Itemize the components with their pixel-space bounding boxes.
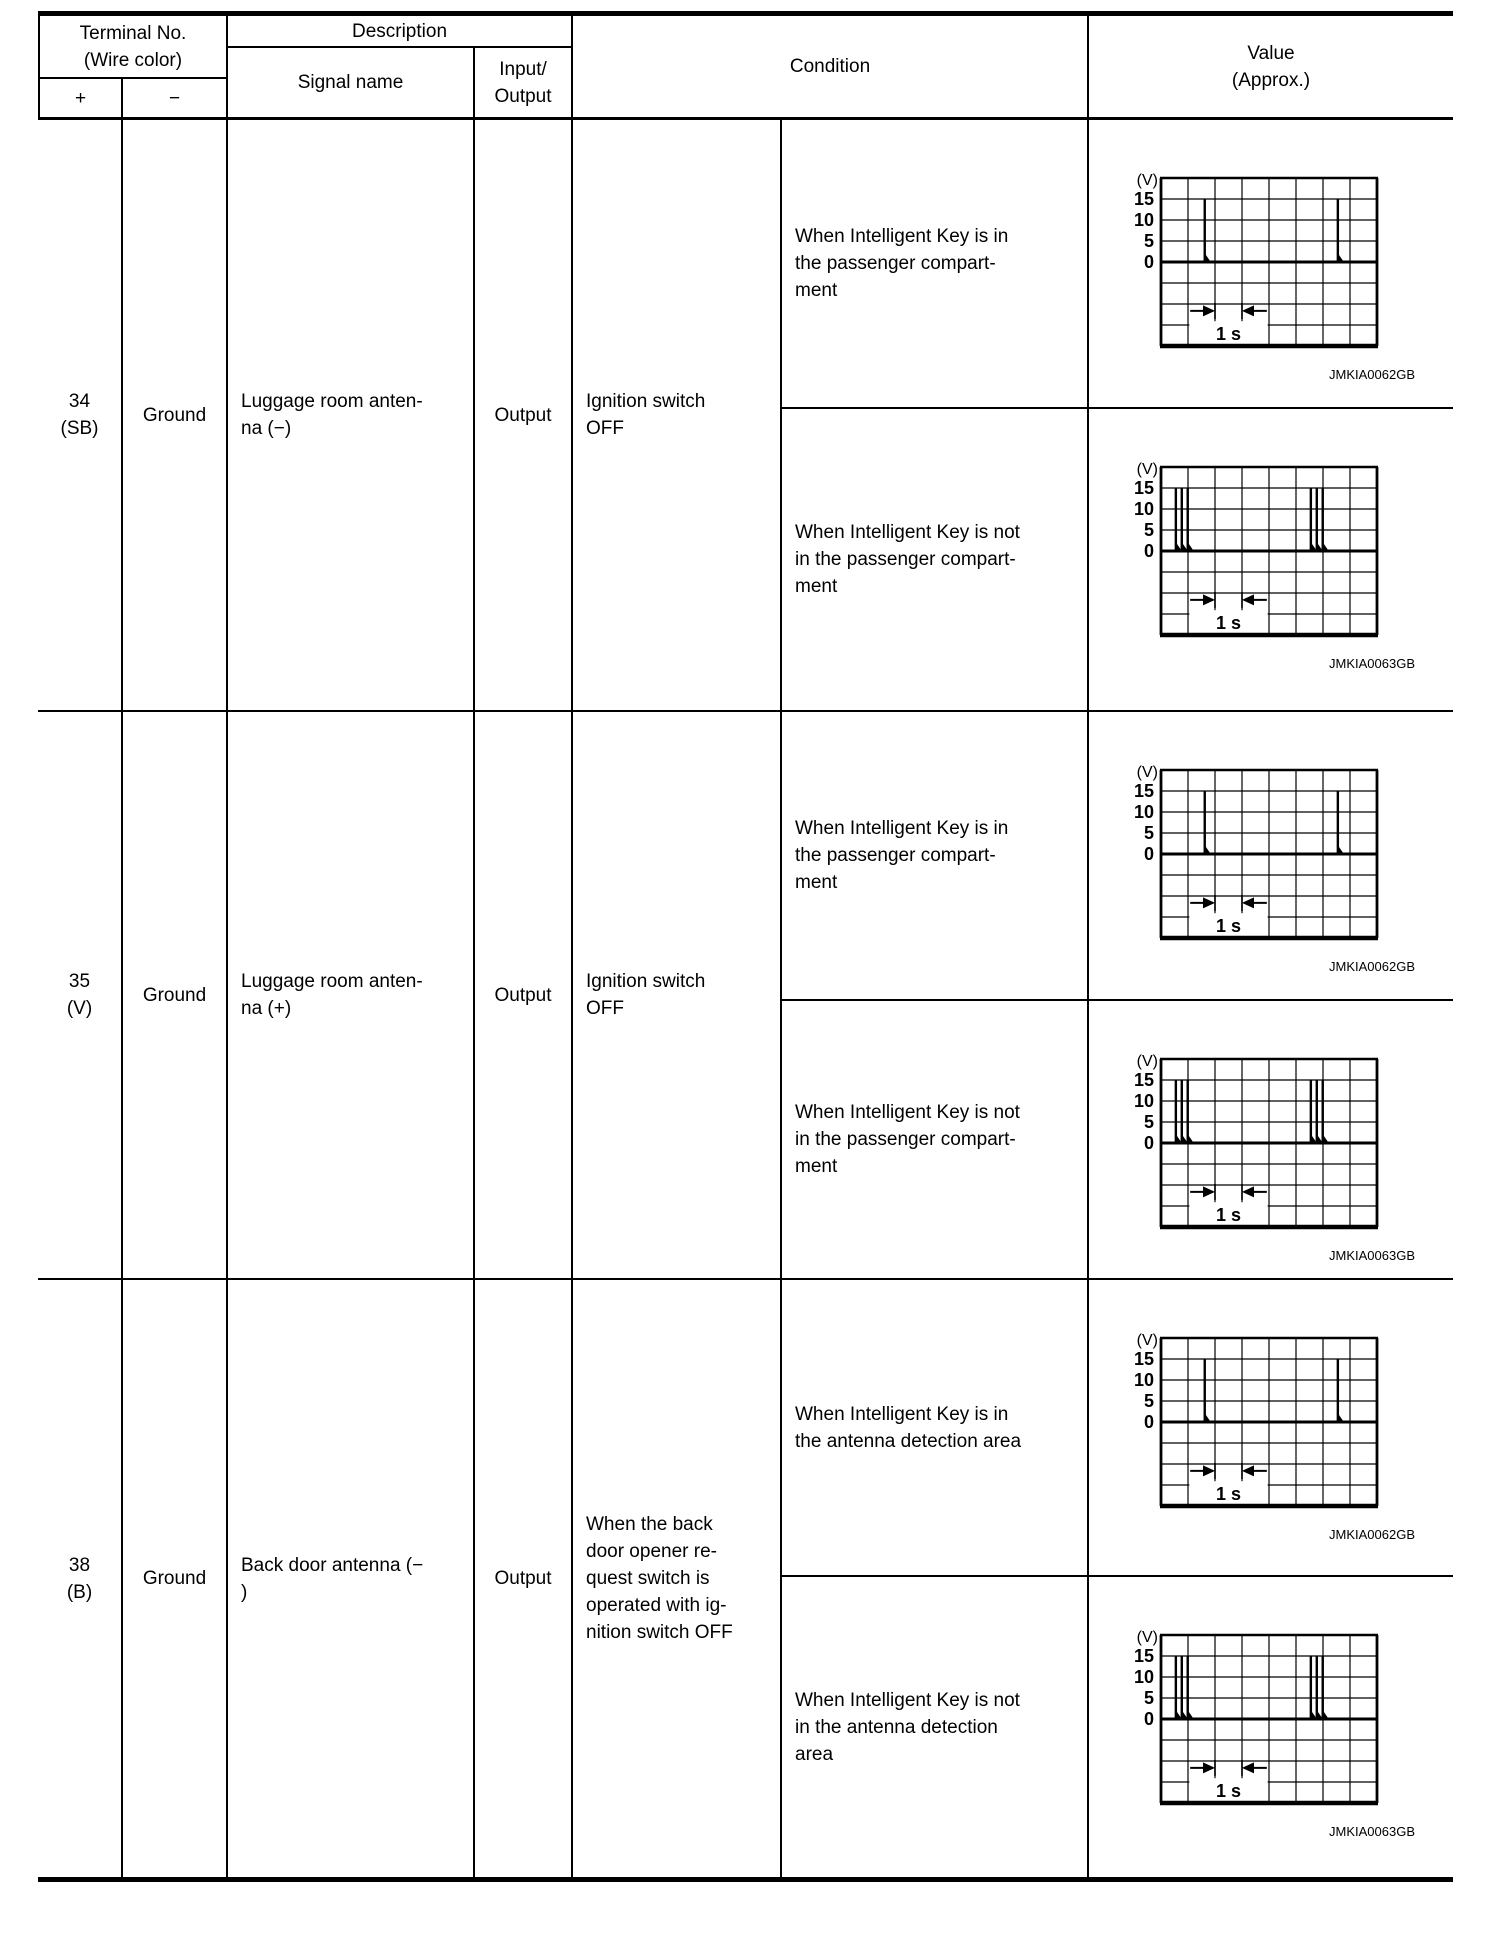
text-line: Ignition switch bbox=[586, 391, 706, 412]
svg-text:1 s: 1 s bbox=[1215, 1781, 1242, 1802]
wire-color: (V) bbox=[66, 998, 93, 1019]
svg-text:0: 0 bbox=[1143, 541, 1154, 561]
ground-cell: Ground bbox=[123, 1280, 228, 1877]
svg-text:0: 0 bbox=[1143, 1709, 1154, 1729]
text-line: When Intelligent Key is not bbox=[795, 1689, 1020, 1711]
header-value bbox=[1089, 16, 1453, 120]
svg-text:5: 5 bbox=[1143, 1112, 1154, 1132]
text-line: operated with ig- bbox=[586, 1595, 727, 1616]
wire-color: (B) bbox=[66, 1581, 93, 1603]
condition-cell bbox=[573, 712, 782, 1280]
svg-text:10: 10 bbox=[1133, 1667, 1154, 1687]
svg-text:15: 15 bbox=[1133, 1646, 1154, 1666]
oscilloscope-waveform bbox=[1115, 762, 1453, 952]
svg-text:10: 10 bbox=[1133, 802, 1154, 822]
waveform-cell bbox=[1089, 712, 1453, 1001]
terminal-number: 38 bbox=[68, 1554, 91, 1576]
svg-text:(V): (V) bbox=[1136, 1629, 1158, 1646]
text-line: When Intelligent Key is in bbox=[795, 1403, 1009, 1425]
sub-condition-cell bbox=[782, 1577, 1089, 1877]
svg-text:1 s: 1 s bbox=[1215, 1205, 1242, 1226]
text-line: Luggage room anten- bbox=[241, 971, 423, 992]
text-line: na (−) bbox=[241, 418, 292, 439]
terminal-number-cell bbox=[38, 712, 123, 1280]
text-line: OFF bbox=[586, 998, 624, 1019]
svg-text:10: 10 bbox=[1133, 1370, 1154, 1390]
oscilloscope-waveform bbox=[1115, 459, 1453, 649]
waveform-cell bbox=[1089, 1280, 1453, 1577]
svg-text:(V): (V) bbox=[1136, 461, 1158, 478]
header-terminal-no-line1: Terminal No. bbox=[79, 22, 187, 44]
header-description: Description bbox=[228, 16, 573, 48]
terminal-number: 35 bbox=[68, 971, 91, 992]
terminal-number: 34 bbox=[68, 391, 91, 412]
figure-id: JMKIA0063GB bbox=[1329, 656, 1415, 671]
svg-text:10: 10 bbox=[1133, 499, 1154, 519]
svg-text:15: 15 bbox=[1133, 189, 1154, 209]
svg-text:15: 15 bbox=[1133, 781, 1154, 801]
signal-name-cell bbox=[228, 712, 475, 1280]
svg-text:5: 5 bbox=[1143, 1688, 1154, 1708]
text-line: area bbox=[795, 1743, 834, 1765]
terminal-number-cell bbox=[38, 1280, 123, 1877]
ground-cell: Ground bbox=[123, 120, 228, 712]
text-line: ment bbox=[795, 280, 838, 301]
svg-text:(V): (V) bbox=[1136, 764, 1158, 781]
svg-text:5: 5 bbox=[1143, 1391, 1154, 1411]
text-line: the antenna detection area bbox=[795, 1430, 1022, 1452]
svg-text:1 s: 1 s bbox=[1215, 324, 1242, 345]
header-condition: Condition bbox=[573, 16, 1089, 120]
waveform-svg bbox=[1115, 1627, 1445, 1817]
svg-text:5: 5 bbox=[1143, 823, 1154, 843]
text-line: ) bbox=[241, 1581, 248, 1603]
waveform-cell bbox=[1089, 409, 1453, 712]
svg-text:5: 5 bbox=[1143, 520, 1154, 540]
sub-condition-cell bbox=[782, 712, 1089, 1001]
figure-id: JMKIA0063GB bbox=[1329, 1248, 1415, 1263]
waveform-cell bbox=[1089, 1001, 1453, 1280]
text-line: ment bbox=[795, 1156, 838, 1177]
text-line: When Intelligent Key is not bbox=[795, 522, 1020, 543]
svg-text:(V): (V) bbox=[1136, 172, 1158, 189]
condition-cell bbox=[573, 120, 782, 712]
header-value-line2: (Approx.) bbox=[1231, 69, 1311, 91]
sub-condition-cell bbox=[782, 409, 1089, 712]
text-line: the passenger compart- bbox=[795, 845, 996, 866]
oscilloscope-waveform bbox=[1115, 1051, 1453, 1241]
svg-text:15: 15 bbox=[1133, 1349, 1154, 1369]
header-output-line: Output bbox=[494, 85, 552, 107]
text-line: door opener re- bbox=[586, 1541, 717, 1562]
signal-name-cell bbox=[228, 1280, 475, 1877]
text-line: ment bbox=[795, 872, 838, 893]
header-wire-color-line2: (Wire color) bbox=[83, 49, 183, 71]
wire-color: (SB) bbox=[60, 418, 99, 439]
text-line: Ignition switch bbox=[586, 971, 706, 992]
text-line: When Intelligent Key is in bbox=[795, 818, 1009, 839]
svg-text:0: 0 bbox=[1143, 844, 1154, 864]
text-line: in the antenna detection bbox=[795, 1716, 998, 1738]
svg-text:0: 0 bbox=[1143, 252, 1154, 272]
svg-text:1 s: 1 s bbox=[1215, 613, 1242, 634]
sub-condition-cell bbox=[782, 120, 1089, 409]
terminal-number-cell bbox=[38, 120, 123, 712]
svg-text:10: 10 bbox=[1133, 210, 1154, 230]
oscilloscope-waveform bbox=[1115, 170, 1453, 360]
waveform-svg bbox=[1115, 1330, 1445, 1520]
text-line: When Intelligent Key is in bbox=[795, 226, 1009, 247]
figure-id: JMKIA0063GB bbox=[1329, 1824, 1415, 1839]
text-line: OFF bbox=[586, 418, 624, 439]
svg-text:10: 10 bbox=[1133, 1091, 1154, 1111]
header-value-line1: Value bbox=[1247, 42, 1295, 64]
svg-text:(V): (V) bbox=[1136, 1332, 1158, 1349]
input-output-cell: Output bbox=[475, 120, 573, 712]
header-minus: − bbox=[123, 79, 228, 120]
figure-id: JMKIA0062GB bbox=[1329, 1527, 1415, 1542]
figure-id: JMKIA0062GB bbox=[1329, 959, 1415, 974]
oscilloscope-waveform bbox=[1115, 1330, 1453, 1520]
text-line: quest switch is bbox=[586, 1568, 710, 1589]
header-terminal-no bbox=[38, 16, 228, 79]
waveform-svg bbox=[1115, 170, 1445, 360]
waveform-cell bbox=[1089, 120, 1453, 409]
svg-text:0: 0 bbox=[1143, 1412, 1154, 1432]
text-line: in the passenger compart- bbox=[795, 1129, 1016, 1150]
input-output-cell: Output bbox=[475, 712, 573, 1280]
condition-cell bbox=[573, 1280, 782, 1877]
waveform-svg bbox=[1115, 762, 1445, 952]
text-line: the passenger compart- bbox=[795, 253, 996, 274]
text-line: When the back bbox=[586, 1514, 713, 1535]
svg-text:15: 15 bbox=[1133, 1070, 1154, 1090]
terminal-signal-table bbox=[38, 11, 1453, 1882]
svg-text:1 s: 1 s bbox=[1215, 916, 1242, 937]
sub-condition-cell bbox=[782, 1280, 1089, 1577]
svg-text:1 s: 1 s bbox=[1215, 1484, 1242, 1505]
text-line: Luggage room anten- bbox=[241, 391, 423, 412]
header-input-output bbox=[475, 48, 573, 120]
waveform-cell bbox=[1089, 1577, 1453, 1877]
oscilloscope-waveform bbox=[1115, 1627, 1453, 1817]
header-signal-name: Signal name bbox=[228, 48, 475, 120]
signal-name-cell bbox=[228, 120, 475, 712]
text-line: in the passenger compart- bbox=[795, 549, 1016, 570]
waveform-svg bbox=[1115, 1051, 1445, 1241]
sub-condition-cell bbox=[782, 1001, 1089, 1280]
header-input-line: Input/ bbox=[499, 58, 547, 80]
text-line: nition switch OFF bbox=[586, 1622, 733, 1643]
header-plus: + bbox=[38, 79, 123, 120]
waveform-svg bbox=[1115, 459, 1445, 649]
svg-text:(V): (V) bbox=[1136, 1053, 1158, 1070]
text-line: ment bbox=[795, 576, 838, 597]
input-output-cell: Output bbox=[475, 1280, 573, 1877]
svg-text:5: 5 bbox=[1143, 231, 1154, 251]
text-line: na (+) bbox=[241, 998, 292, 1019]
ground-cell: Ground bbox=[123, 712, 228, 1280]
svg-text:0: 0 bbox=[1143, 1133, 1154, 1153]
figure-id: JMKIA0062GB bbox=[1329, 367, 1415, 382]
text-line: Back door antenna (− bbox=[241, 1554, 424, 1576]
text-line: When Intelligent Key is not bbox=[795, 1102, 1020, 1123]
svg-text:15: 15 bbox=[1133, 478, 1154, 498]
